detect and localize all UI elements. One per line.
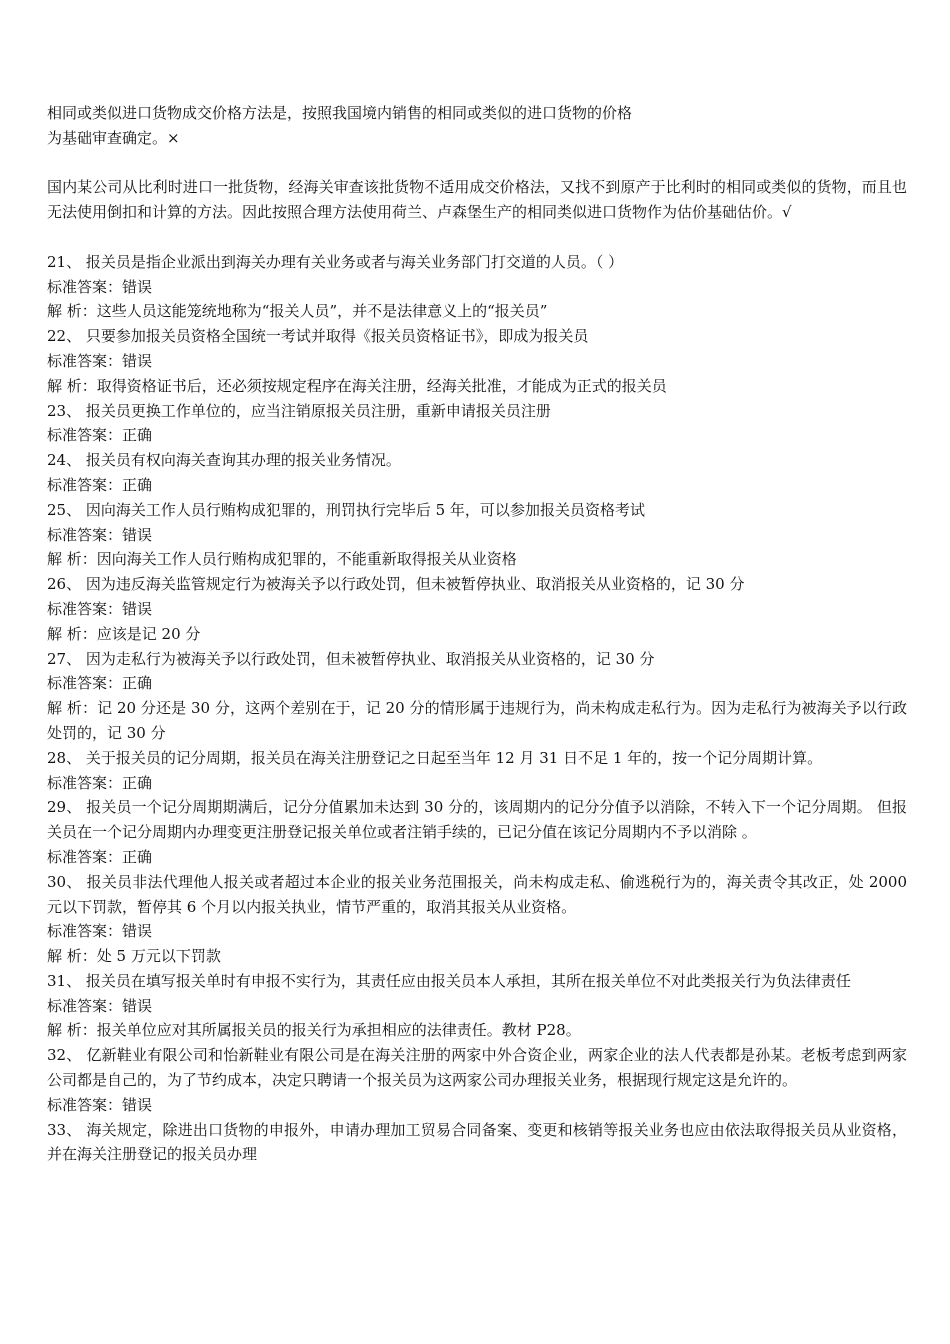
answer-29: 标准答案：正确 [47, 847, 153, 866]
analysis-25: 解 析：因向海关工作人员行贿构成犯罪的，不能重新取得报关从业资格 [47, 550, 517, 569]
document-page [47, 101, 907, 1167]
paragraph-gap [47, 151, 907, 176]
answer-32: 标准答案：错误 [47, 1095, 153, 1114]
question-29: 29、 报关员一个记分周期期满后，记分分值累加未达到 30 分的，该周期内的记分分值予以消除，不转入下一个记分周期。 但报关员在一个记分周期内办理变更注册登记报关单位或者注销手续的，已记分值在该记分周期内不予以消除 。 [47, 798, 907, 842]
question-21: 21、 报关员是指企业派出到海关办理有关业务或者与海关业务部门打交道的人员。（ ） [47, 252, 624, 271]
question-32: 32、 亿新鞋业有限公司和怡新鞋业有限公司是在海关注册的两家中外合资企业，两家企业的法人代表都是孙某。老板考虑到两家公司都是自己的，为了节约成本，决定只聘请一个报关员为这两家公司办理报关业务，根据现行规定这是允许的。 [47, 1046, 907, 1090]
intro-paragraph-1: 相同或类似进口货物成交价格方法是，按照我国境内销售的相同或类似的进口货物的价格 为基础审查确定。× [47, 104, 633, 147]
analysis-31: 解 析：报关单位应对其所属报关员的报关行为承担相应的法律责任。教材 P28。 [47, 1021, 581, 1040]
answer-30: 标准答案：错误 [47, 922, 153, 941]
question-31: 31、 报关员在填写报关单时有申报不实行为，其责任应由报关员本人承担，其所在报关单位不对此类报关行为负法律责任 [47, 971, 851, 990]
analysis-27: 解 析：记 20 分还是 30 分，这两个差别在于，记 20 分的情形属于违规行为，尚未构成走私行为。因为走私行为被海关予以行政处罚的，记 30 分 [47, 699, 907, 742]
question-23: 23、 报关员更换工作单位的，应当注销原报关员注册，重新申请报关员注册 [47, 401, 551, 420]
question-28: 28、 关于报关员的记分周期，报关员在海关注册登记之日起至当年 12 月 31 日不足 1 年的，按一个记分周期计算。 [47, 748, 823, 767]
answer-28: 标准答案：正确 [47, 773, 153, 792]
analysis-30: 解 析：处 5 万元以下罚款 [47, 947, 221, 966]
answer-31: 标准答案：错误 [47, 996, 153, 1015]
question-26: 26、 因为违反海关监管规定行为被海关予以行政处罚，但未被暂停执业、取消报关从业资格的，记 30 分 [47, 575, 745, 594]
analysis-21: 解 析：这些人员这能笼统地称为“报关人员”，并不是法律意义上的“报关员” [47, 302, 548, 321]
question-30: 30、 报关员非法代理他人报关或者超过本企业的报关业务范围报关，尚未构成走私、偷逃税行为的，海关责令其改正，处 2000 元以下罚款，暂停其 6 个月以内报关执业，情节严重的，取消其报关从业资格。 [47, 872, 907, 916]
paragraph-gap [47, 225, 907, 250]
question-24: 24、 报关员有权向海关查询其办理的报关业务情况。 [47, 451, 401, 470]
intro-paragraph-2: 国内某公司从比利时进口一批货物，经海关审查该批货物不适用成交价格法，又找不到原产于比利时的相同或类似的货物，而且也无法使用倒扣和计算的方法。因此按照合理方法使用荷兰、卢森堡生产的相同类似进口货物作为估价基础估价。√ [47, 178, 907, 222]
answer-24: 标准答案：正确 [47, 475, 153, 494]
question-22: 22、 只要参加报关员资格全国统一考试并取得《报关员资格证书》，即成为报关员 [47, 327, 589, 346]
answer-21: 标准答案：错误 [47, 277, 153, 296]
answer-27: 标准答案：正确 [47, 674, 153, 693]
analysis-26: 解 析：应该是记 20 分 [47, 624, 201, 643]
answer-22: 标准答案：错误 [47, 351, 153, 370]
answer-26: 标准答案：错误 [47, 599, 153, 618]
question-27: 27、 因为走私行为被海关予以行政处罚，但未被暂停执业、取消报关从业资格的，记 30 分 [47, 649, 655, 668]
analysis-22: 解 析：取得资格证书后，还必须按规定程序在海关注册，经海关批准，才能成为正式的报关员 [47, 376, 667, 395]
answer-25: 标准答案：错误 [47, 525, 153, 544]
question-33: 33、 海关规定，除进出口货物的申报外，申请办理加工贸易合同备案、变更和核销等报关业务也应由依法取得报关员从业资格，并在海关注册登记的报关员办理 [47, 1120, 907, 1164]
question-25: 25、 因向海关工作人员行贿构成犯罪的，刑罚执行完毕后 5 年，可以参加报关员资格考试 [47, 500, 645, 519]
answer-23: 标准答案：正确 [47, 426, 153, 445]
